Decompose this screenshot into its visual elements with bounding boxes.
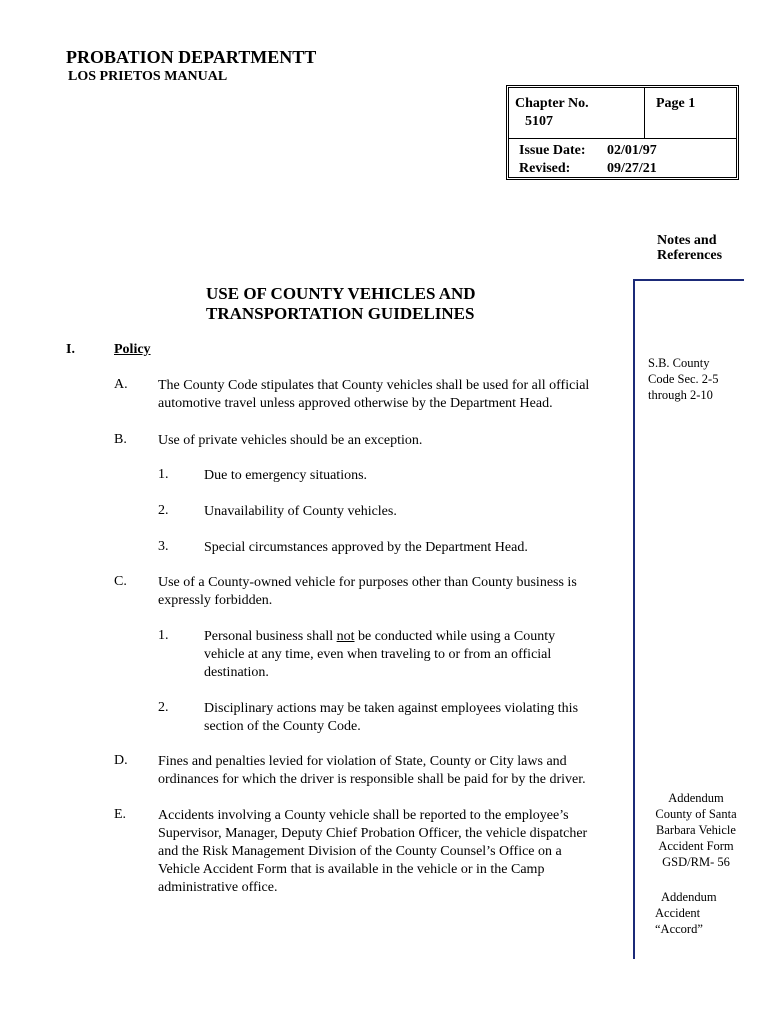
revised-date-label: Revised: — [519, 161, 571, 176]
note-line: Accident — [655, 906, 701, 920]
text-line: Use of private vehicles should be an exception. — [158, 433, 423, 448]
department-title: PROBATION DEPARTMENTT — [66, 47, 317, 67]
item-d-text — [158, 753, 630, 789]
text-line: vehicle at any time, even when traveling to or from an official — [204, 647, 552, 662]
issue-date-row — [519, 142, 657, 160]
chapter-number: 5107 — [525, 114, 553, 129]
subitem-number: 3. — [158, 539, 169, 554]
item-letter: C. — [114, 574, 127, 589]
note-line: Addendum — [668, 791, 724, 805]
info-box-divider — [644, 88, 645, 138]
text-segment: Personal business shall — [204, 629, 337, 644]
manual-title: LOS PRIETOS MANUAL — [68, 69, 228, 84]
margin-note-accident-form — [640, 790, 752, 870]
text-line: and the Risk Management Division of the County Counsel’s Office on a — [158, 844, 562, 859]
section-title: Policy — [114, 342, 151, 357]
subitem-text: Unavailability of County vehicles. — [204, 504, 397, 519]
text-line: Fines and penalties levied for violation of State, County or City laws and — [158, 754, 567, 769]
notes-heading-line: Notes and — [657, 233, 717, 248]
text-line: The County Code stipulates that County vehicles shall be used for all official — [158, 378, 590, 393]
item-letter: B. — [114, 432, 127, 447]
subitem-number: 2. — [158, 503, 169, 518]
document-title — [206, 284, 476, 324]
page-label: Page 1 — [656, 96, 696, 111]
text-line: Vehicle Accident Form that is available in the vehicle or in the Camp — [158, 862, 545, 877]
note-line: Code Sec. 2-5 — [648, 372, 719, 386]
text-line: Disciplinary actions may be taken against employees violating this — [204, 701, 579, 716]
title-line: TRANSPORTATION GUIDELINES — [206, 304, 475, 323]
item-e-text — [158, 807, 630, 897]
subitem-text — [204, 628, 614, 682]
note-line: County of Santa — [655, 807, 737, 821]
text-line: section of the County Code. — [204, 719, 361, 734]
text-line: destination. — [204, 665, 269, 680]
subitem-text — [204, 700, 614, 736]
section-number: I. — [66, 342, 75, 357]
item-letter: E. — [114, 807, 127, 822]
chapter-label: Chapter No. — [515, 96, 589, 111]
note-line: Accident Form — [658, 839, 734, 853]
revised-date-value: 09/27/21 — [607, 161, 657, 176]
item-b-text — [158, 432, 630, 450]
note-line: Addendum — [661, 890, 717, 904]
item-c-text — [158, 574, 630, 610]
text-line: Supervisor, Manager, Deputy Chief Probation Officer, the vehicle dispatcher — [158, 826, 588, 841]
text-line: automotive travel unless approved otherwise by the Department Head. — [158, 396, 553, 411]
text-line: ordinances for which the driver is responsible shall be paid for by the driver. — [158, 772, 586, 787]
note-line: Barbara Vehicle — [656, 823, 736, 837]
item-letter: A. — [114, 377, 128, 392]
text-line: expressly forbidden. — [158, 593, 273, 608]
text-line — [204, 628, 614, 646]
subitem-text: Due to emergency situations. — [204, 468, 368, 483]
item-letter: D. — [114, 753, 128, 768]
info-box-top-row — [509, 88, 736, 139]
notes-references-heading — [657, 233, 722, 263]
subitem-number: 2. — [158, 700, 169, 715]
text-line: Use of a County-owned vehicle for purposes other than County business is — [158, 575, 577, 590]
subitem-text: Special circumstances approved by the Department Head. — [204, 540, 528, 555]
item-a-text — [158, 377, 630, 413]
note-line: “Accord” — [655, 922, 703, 936]
text-line: Accidents involving a County vehicle shall be reported to the employee’s — [158, 808, 569, 823]
text-line: administrative office. — [158, 880, 278, 895]
note-line: GSD/RM- 56 — [662, 855, 730, 869]
notes-heading-line: References — [657, 248, 723, 263]
title-line: USE OF COUNTY VEHICLES AND — [206, 284, 476, 303]
note-line: through 2-10 — [648, 388, 713, 402]
margin-note-county-code — [648, 355, 718, 403]
subitem-number: 1. — [158, 628, 169, 643]
margin-rule-horizontal — [634, 279, 744, 281]
text-segment: be conducted while using a County — [354, 629, 556, 644]
note-line: S.B. County — [648, 356, 710, 370]
chapter-info-box — [506, 85, 739, 180]
underlined-not: not — [336, 629, 355, 644]
margin-note-accord — [655, 889, 717, 937]
issue-date-label: Issue Date: — [519, 143, 586, 158]
margin-rule-vertical — [633, 279, 635, 959]
revised-date-row — [519, 160, 657, 178]
subitem-number: 1. — [158, 467, 169, 482]
issue-date-value: 02/01/97 — [607, 143, 657, 158]
